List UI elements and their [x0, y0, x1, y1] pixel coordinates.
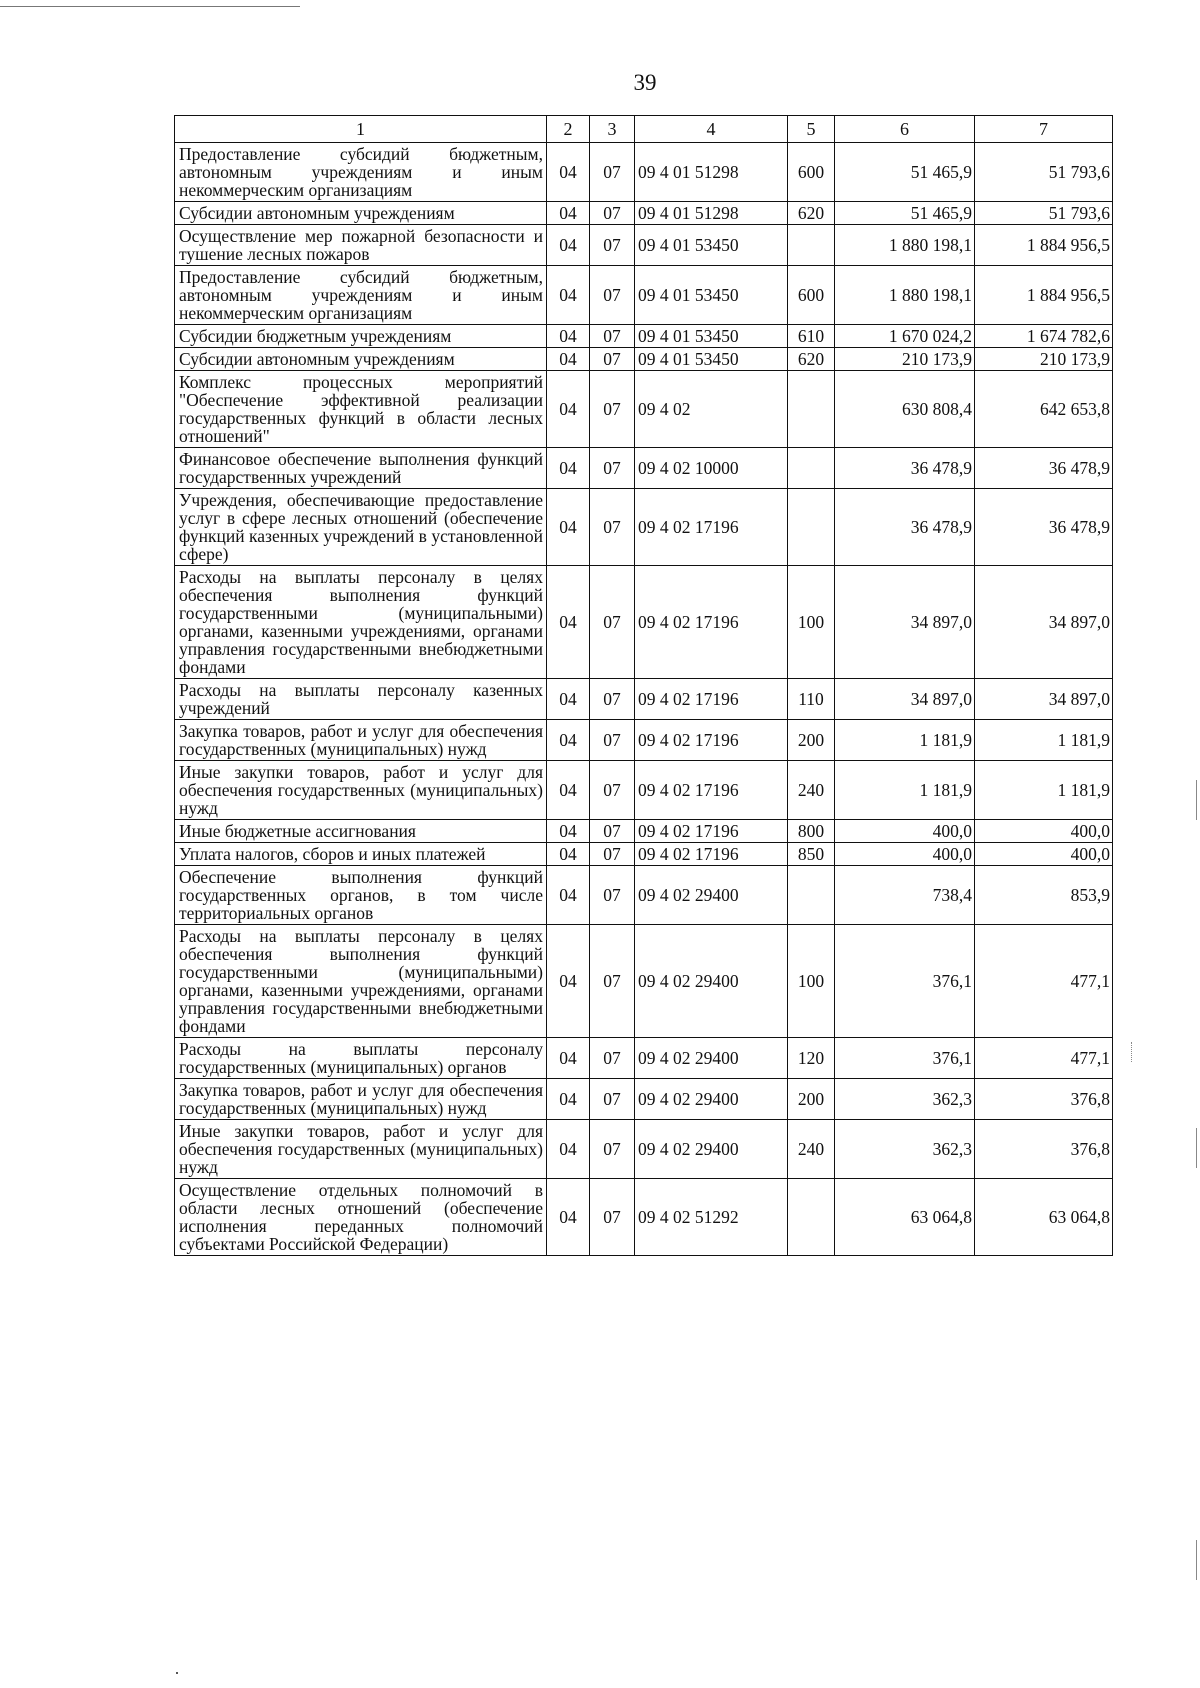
column-header-6: 6: [835, 116, 975, 143]
table-row: [175, 679, 1113, 720]
table-row: [175, 866, 1113, 925]
section-code: 04: [547, 348, 590, 371]
amount-col-7: 1 181,9: [975, 761, 1113, 820]
subsection-code: 07: [590, 371, 635, 448]
amount-col-7: 210 173,9: [975, 348, 1113, 371]
subsection-code: 07: [590, 866, 635, 925]
amount-col-6: 1 181,9: [835, 761, 975, 820]
scan-margin-mark: [1196, 780, 1197, 820]
table-row: [175, 820, 1113, 843]
amount-col-6: 1 880 198,1: [835, 266, 975, 325]
section-code: 04: [547, 266, 590, 325]
expense-type-code: 600: [788, 266, 835, 325]
amount-col-7: 642 653,8: [975, 371, 1113, 448]
column-header-4: 4: [635, 116, 788, 143]
table-row: [175, 325, 1113, 348]
target-article-code: 09 4 01 53450: [635, 266, 788, 325]
amount-col-7: 376,8: [975, 1079, 1113, 1120]
amount-col-6: 362,3: [835, 1079, 975, 1120]
expense-name: Учреждения, обеспечивающие предоставление услуг в сфере лесных отношений (обеспечение функций казенных учреждений в установленной сфере): [175, 489, 547, 566]
section-code: 04: [547, 761, 590, 820]
amount-col-6: 362,3: [835, 1120, 975, 1179]
expense-type-code: 620: [788, 348, 835, 371]
table-row: [175, 202, 1113, 225]
expense-type-code: 120: [788, 1038, 835, 1079]
subsection-code: 07: [590, 1179, 635, 1256]
subsection-code: 07: [590, 566, 635, 679]
table-row: [175, 348, 1113, 371]
amount-col-6: 34 897,0: [835, 679, 975, 720]
amount-col-7: 1 884 956,5: [975, 225, 1113, 266]
expense-type-code: [788, 225, 835, 266]
table-row: [175, 720, 1113, 761]
section-code: 04: [547, 1179, 590, 1256]
target-article-code: 09 4 02 17196: [635, 566, 788, 679]
expense-name: Осуществление мер пожарной безопасности и тушение лесных пожаров: [175, 225, 547, 266]
section-code: 04: [547, 489, 590, 566]
column-header-3: 3: [590, 116, 635, 143]
target-article-code: 09 4 02 17196: [635, 820, 788, 843]
section-code: 04: [547, 1038, 590, 1079]
amount-col-6: 63 064,8: [835, 1179, 975, 1256]
subsection-code: 07: [590, 820, 635, 843]
subsection-code: 07: [590, 202, 635, 225]
target-article-code: 09 4 02 29400: [635, 1120, 788, 1179]
table-row: [175, 1120, 1113, 1179]
subsection-code: 07: [590, 325, 635, 348]
expense-type-code: [788, 371, 835, 448]
budget-table: [174, 115, 1113, 1256]
expense-type-code: 610: [788, 325, 835, 348]
amount-col-6: 36 478,9: [835, 489, 975, 566]
subsection-code: 07: [590, 1120, 635, 1179]
amount-col-6: 1 880 198,1: [835, 225, 975, 266]
table-row: [175, 1038, 1113, 1079]
subsection-code: 07: [590, 1038, 635, 1079]
amount-col-7: 36 478,9: [975, 448, 1113, 489]
amount-col-6: 1 181,9: [835, 720, 975, 761]
amount-col-6: 36 478,9: [835, 448, 975, 489]
expense-type-code: 600: [788, 143, 835, 202]
scan-margin-mark: [1196, 1128, 1197, 1168]
amount-col-7: 1 674 782,6: [975, 325, 1113, 348]
subsection-code: 07: [590, 448, 635, 489]
target-article-code: 09 4 02 51292: [635, 1179, 788, 1256]
table-row: [175, 489, 1113, 566]
amount-col-6: 630 808,4: [835, 371, 975, 448]
expense-name: Расходы на выплаты персоналу в целях обеспечения выполнения функций государственными (муниципальными) органами, казенными учреждениями, органами управления государственными внебюджетными фондами: [175, 566, 547, 679]
scan-dust-dot: [176, 1672, 178, 1674]
section-code: 04: [547, 820, 590, 843]
expense-name: Предоставление субсидий бюджетным, автономным учреждениям и иным некоммерческим организациям: [175, 143, 547, 202]
subsection-code: 07: [590, 225, 635, 266]
expense-name: Предоставление субсидий бюджетным, автономным учреждениям и иным некоммерческим организациям: [175, 266, 547, 325]
subsection-code: 07: [590, 761, 635, 820]
section-code: 04: [547, 720, 590, 761]
section-code: 04: [547, 843, 590, 866]
expense-type-code: 240: [788, 761, 835, 820]
amount-col-6: 400,0: [835, 820, 975, 843]
subsection-code: 07: [590, 843, 635, 866]
section-code: 04: [547, 202, 590, 225]
expense-name: Иные закупки товаров, работ и услуг для обеспечения государственных (муниципальных) нужд: [175, 1120, 547, 1179]
target-article-code: 09 4 02 29400: [635, 1079, 788, 1120]
expense-type-code: 620: [788, 202, 835, 225]
target-article-code: 09 4 02 17196: [635, 489, 788, 566]
scan-edge-line: [0, 6, 300, 7]
expense-name: Субсидии автономным учреждениям: [175, 348, 547, 371]
amount-col-7: 51 793,6: [975, 143, 1113, 202]
expense-type-code: 110: [788, 679, 835, 720]
target-article-code: 09 4 01 53450: [635, 348, 788, 371]
subsection-code: 07: [590, 679, 635, 720]
amount-col-6: 400,0: [835, 843, 975, 866]
subsection-code: 07: [590, 489, 635, 566]
expense-name: Субсидии автономным учреждениям: [175, 202, 547, 225]
section-code: 04: [547, 325, 590, 348]
amount-col-6: 34 897,0: [835, 566, 975, 679]
amount-col-7: 34 897,0: [975, 566, 1113, 679]
amount-col-7: 400,0: [975, 843, 1113, 866]
subsection-code: 07: [590, 1079, 635, 1120]
subsection-code: 07: [590, 720, 635, 761]
amount-col-7: 36 478,9: [975, 489, 1113, 566]
section-code: 04: [547, 1079, 590, 1120]
amount-col-7: 400,0: [975, 820, 1113, 843]
table-row: [175, 1079, 1113, 1120]
target-article-code: 09 4 01 51298: [635, 143, 788, 202]
expense-type-code: [788, 489, 835, 566]
amount-col-7: 51 793,6: [975, 202, 1113, 225]
table-row: [175, 371, 1113, 448]
expense-name: Уплата налогов, сборов и иных платежей: [175, 843, 547, 866]
expense-type-code: [788, 448, 835, 489]
expense-name: Закупка товаров, работ и услуг для обеспечения государственных (муниципальных) нужд: [175, 1079, 547, 1120]
section-code: 04: [547, 679, 590, 720]
amount-col-6: 51 465,9: [835, 202, 975, 225]
section-code: 04: [547, 1120, 590, 1179]
table-row: [175, 925, 1113, 1038]
amount-col-7: 63 064,8: [975, 1179, 1113, 1256]
target-article-code: 09 4 02 17196: [635, 720, 788, 761]
section-code: 04: [547, 225, 590, 266]
expense-name: Закупка товаров, работ и услуг для обеспечения государственных (муниципальных) нужд: [175, 720, 547, 761]
expense-type-code: [788, 1179, 835, 1256]
expense-type-code: 850: [788, 843, 835, 866]
amount-col-6: 51 465,9: [835, 143, 975, 202]
expense-name: Иные закупки товаров, работ и услуг для обеспечения государственных (муниципальных) нужд: [175, 761, 547, 820]
expense-name: Субсидии бюджетным учреждениям: [175, 325, 547, 348]
target-article-code: 09 4 02 29400: [635, 925, 788, 1038]
target-article-code: 09 4 02 17196: [635, 761, 788, 820]
amount-col-7: 853,9: [975, 866, 1113, 925]
subsection-code: 07: [590, 348, 635, 371]
expense-type-code: 100: [788, 925, 835, 1038]
expense-type-code: 100: [788, 566, 835, 679]
scan-margin-mark: [1131, 1042, 1132, 1062]
expense-type-code: 200: [788, 1079, 835, 1120]
target-article-code: 09 4 01 53450: [635, 225, 788, 266]
expense-name: Осуществление отдельных полномочий в области лесных отношений (обеспечение исполнения переданных полномочий субъектами Российской Федерации): [175, 1179, 547, 1256]
table-row: [175, 1179, 1113, 1256]
expense-type-code: 240: [788, 1120, 835, 1179]
expense-name: Финансовое обеспечение выполнения функций государственных учреждений: [175, 448, 547, 489]
section-code: 04: [547, 566, 590, 679]
expense-name: Расходы на выплаты персоналу государственных (муниципальных) органов: [175, 1038, 547, 1079]
column-header-7: 7: [975, 116, 1113, 143]
expense-name: Комплекс процессных мероприятий "Обеспечение эффективной реализации государственных функций в области лесных отношений": [175, 371, 547, 448]
amount-col-6: 1 670 024,2: [835, 325, 975, 348]
scan-margin-mark: [1196, 1540, 1197, 1580]
target-article-code: 09 4 02 29400: [635, 1038, 788, 1079]
expense-name: Обеспечение выполнения функций государственных органов, в том числе территориальных органов: [175, 866, 547, 925]
table-row: [175, 143, 1113, 202]
table-row: [175, 761, 1113, 820]
target-article-code: 09 4 02 10000: [635, 448, 788, 489]
amount-col-7: 34 897,0: [975, 679, 1113, 720]
column-header-5: 5: [788, 116, 835, 143]
table-row: [175, 448, 1113, 489]
column-header-1: 1: [175, 116, 547, 143]
expense-name: Расходы на выплаты персоналу казенных учреждений: [175, 679, 547, 720]
table-row: [175, 266, 1113, 325]
subsection-code: 07: [590, 925, 635, 1038]
amount-col-6: 376,1: [835, 1038, 975, 1079]
target-article-code: 09 4 01 53450: [635, 325, 788, 348]
subsection-code: 07: [590, 143, 635, 202]
target-article-code: 09 4 02 17196: [635, 679, 788, 720]
amount-col-7: 1 181,9: [975, 720, 1113, 761]
section-code: 04: [547, 925, 590, 1038]
table-row: [175, 225, 1113, 266]
amount-col-6: 210 173,9: [835, 348, 975, 371]
amount-col-6: 738,4: [835, 866, 975, 925]
target-article-code: 09 4 02: [635, 371, 788, 448]
column-header-2: 2: [547, 116, 590, 143]
target-article-code: 09 4 02 17196: [635, 843, 788, 866]
target-article-code: 09 4 01 51298: [635, 202, 788, 225]
amount-col-6: 376,1: [835, 925, 975, 1038]
page-number: 39: [633, 70, 657, 95]
expense-name: Иные бюджетные ассигнования: [175, 820, 547, 843]
amount-col-7: 477,1: [975, 925, 1113, 1038]
amount-col-7: 376,8: [975, 1120, 1113, 1179]
amount-col-7: 1 884 956,5: [975, 266, 1113, 325]
subsection-code: 07: [590, 266, 635, 325]
section-code: 04: [547, 371, 590, 448]
expense-type-code: 200: [788, 720, 835, 761]
section-code: 04: [547, 448, 590, 489]
section-code: 04: [547, 866, 590, 925]
expense-name: Расходы на выплаты персоналу в целях обеспечения выполнения функций государственными (муниципальными) органами, казенными учреждениями, органами управления государственными внебюджетными фондами: [175, 925, 547, 1038]
expense-type-code: [788, 866, 835, 925]
amount-col-7: 477,1: [975, 1038, 1113, 1079]
table-header-row: [175, 116, 1113, 143]
section-code: 04: [547, 143, 590, 202]
target-article-code: 09 4 02 29400: [635, 866, 788, 925]
expense-type-code: 800: [788, 820, 835, 843]
table-row: [175, 566, 1113, 679]
table-row: [175, 843, 1113, 866]
